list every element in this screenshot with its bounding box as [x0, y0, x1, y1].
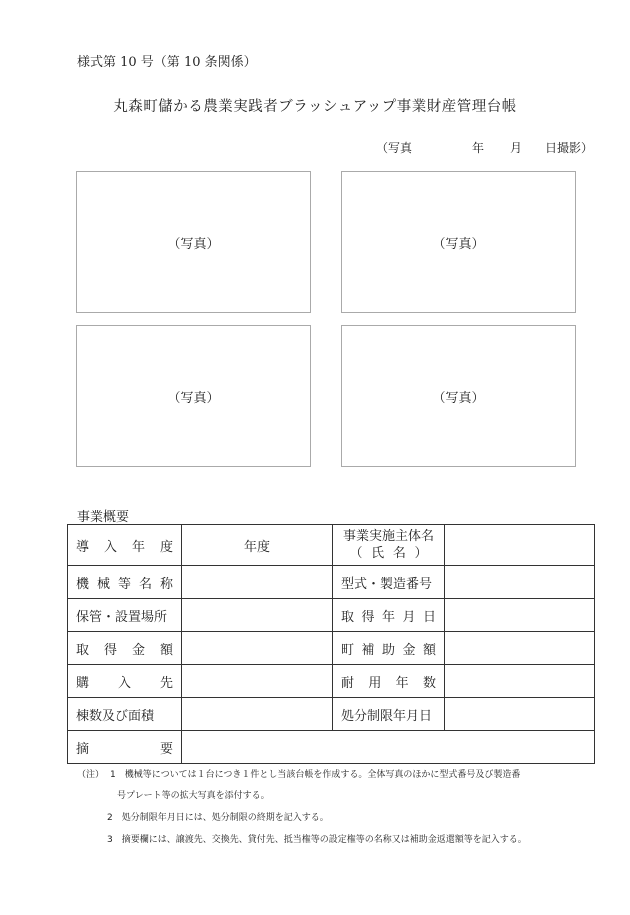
note-3: 3 摘要欄には、譲渡先、交換先、貸付先、抵当権等の設定権等の名称又は補助金返還額等を記入する。: [107, 835, 527, 845]
label-introduction-year: 導 入 年 度: [68, 525, 182, 566]
value-town-subsidy[interactable]: [445, 632, 595, 665]
label-machine-name: 機 械 等 名 称: [68, 566, 182, 599]
photo-placeholder-2: （写真）: [432, 236, 485, 252]
table-row: [68, 632, 595, 665]
photo-box-4[interactable]: [341, 325, 576, 467]
table-row: [68, 566, 595, 599]
photo-placeholder-4: （写真）: [432, 390, 485, 406]
value-remarks[interactable]: [182, 731, 595, 764]
photo-box-2[interactable]: [341, 171, 576, 313]
label-town-subsidy: 町 補 助 金 額: [333, 632, 445, 665]
label-acquisition-date: 取 得 年 月 日: [333, 599, 445, 632]
table-row: [68, 525, 595, 566]
photo-placeholder-1: （写真）: [167, 236, 220, 252]
table-row: [68, 665, 595, 698]
value-implementing-entity[interactable]: [445, 525, 595, 566]
document-title: 丸森町儲かる農業実践者ブラッシュアップ事業財産管理台帳: [113, 99, 517, 115]
photo-date-day-taken: 日撮影）: [545, 141, 594, 155]
value-introduction-year[interactable]: [182, 525, 333, 566]
form-number: 様式第 10 号（第 10 条関係）: [77, 55, 257, 70]
photo-date-month: 月: [510, 141, 523, 155]
value-acquisition-amount[interactable]: [182, 632, 333, 665]
label-useful-life: 耐 用 年 数: [333, 665, 445, 698]
value-building-area[interactable]: [182, 698, 333, 731]
note-2: 2 処分制限年月日には、処分制限の終期を記入する。: [107, 813, 329, 823]
label-disposal-limit-date: 処分制限年月日: [333, 698, 445, 731]
value-supplier[interactable]: [182, 665, 333, 698]
photo-date-year: 年: [472, 141, 485, 155]
value-acquisition-date[interactable]: [445, 599, 595, 632]
label-building-area: 棟数及び面積: [68, 698, 182, 731]
photo-box-1[interactable]: [76, 171, 311, 313]
photo-date-line: [376, 139, 593, 156]
table-row: [68, 698, 595, 731]
value-useful-life[interactable]: [445, 665, 595, 698]
photo-placeholder-3: （写真）: [167, 390, 220, 406]
value-disposal-limit-date[interactable]: [445, 698, 595, 731]
note-1: （注） 1 機械等については１台につき１件とし当該台帳を作成する。全体写真のほかに型式番号及び製造番: [77, 770, 521, 780]
table-row: [68, 599, 595, 632]
value-machine-name[interactable]: [182, 566, 333, 599]
label-storage-location: 保管・設置場所: [68, 599, 182, 632]
note-1-continued: 号プレート等の拡大写真を添付する。: [117, 791, 270, 801]
label-acquisition-amount: 取 得 金 額: [68, 632, 182, 665]
section-title: 事業概要: [77, 510, 130, 525]
value-storage-location[interactable]: [182, 599, 333, 632]
business-summary-table: [67, 524, 595, 764]
label-supplier: 購 入 先: [68, 665, 182, 698]
fiscal-year-suffix: 年度: [243, 539, 270, 555]
table-row: [68, 731, 595, 764]
label-implementing-entity: 事業実施主体名 （ 氏 名 ）: [333, 525, 445, 566]
photo-box-3[interactable]: [76, 325, 311, 467]
value-model-serial[interactable]: [445, 566, 595, 599]
label-remarks: 摘 要: [68, 731, 182, 764]
label-model-serial: 型式・製造番号: [333, 566, 445, 599]
photo-date-open: （写真: [376, 141, 413, 155]
